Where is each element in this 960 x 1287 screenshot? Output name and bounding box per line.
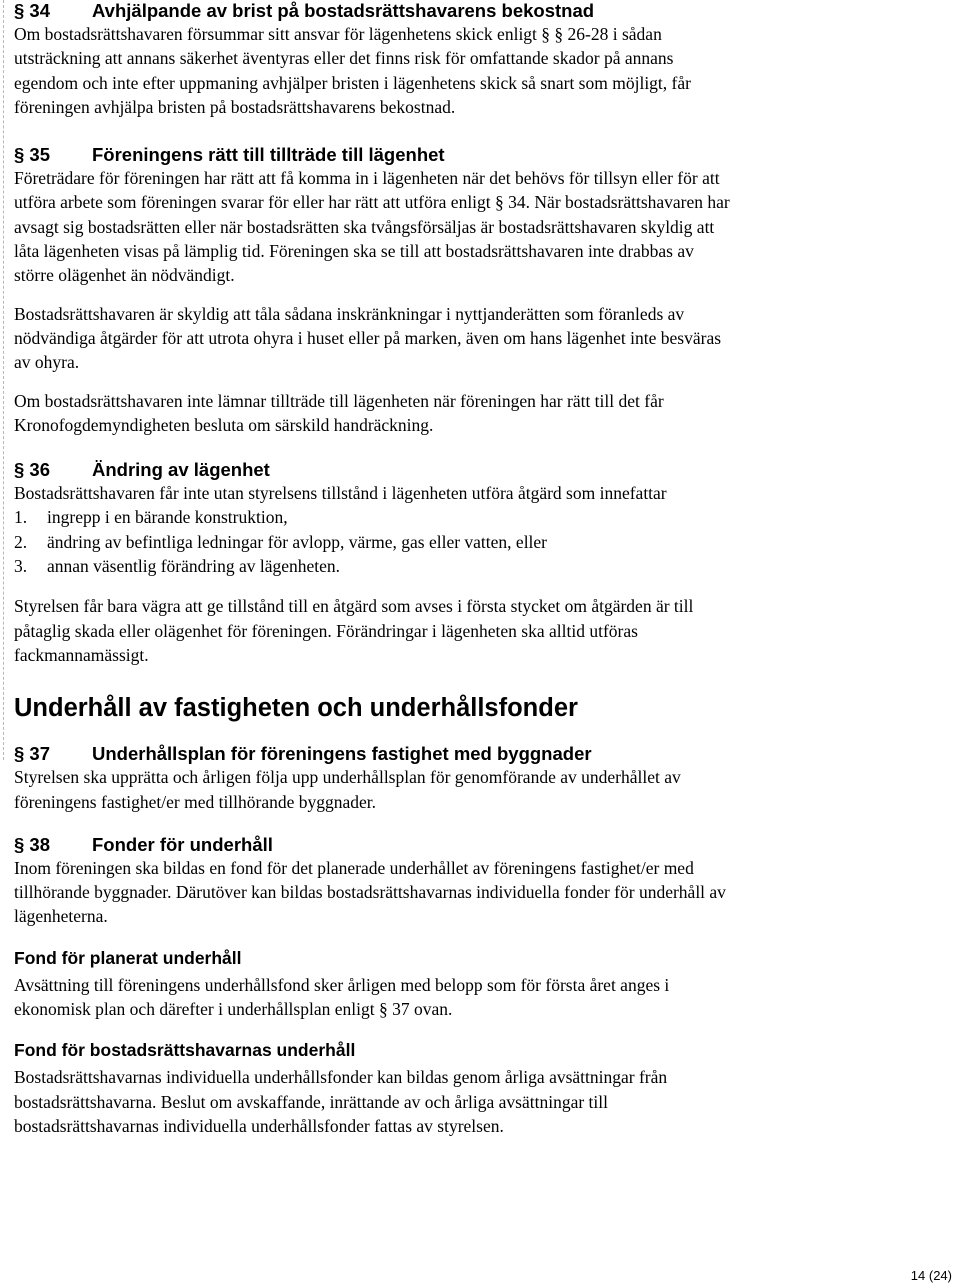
- section-34-heading: [14, 0, 734, 22]
- list-item-number: 1.: [14, 507, 28, 528]
- section-34-title: Avhjälpande av brist på bostadsrättshavarens bekostnad: [92, 0, 595, 21]
- section-38: [14, 834, 734, 1138]
- planned-maintenance-fund-paragraph: Avsättning till föreningens underhållsfond sker årligen med belopp som för första året anges i ekonomisk plan och därefter i underhållsplan enligt § 37 ovan.: [14, 974, 670, 1020]
- margin-dashed-line: [3, 0, 4, 760]
- chapter-heading: Underhåll av fastigheten och underhållsfonder: [14, 694, 578, 723]
- section-38-title: Fonder för underhåll: [92, 833, 273, 855]
- section-35: [14, 144, 734, 437]
- section-37: [14, 743, 734, 814]
- section-34: [14, 0, 734, 119]
- section-38-heading: [14, 834, 734, 856]
- section-35-paragraph-3: Om bostadsrättshavaren inte lämnar tillträde till lägenheten när föreningen har rätt till det får Kronofogdemyndigheten besluta om särskild handräckning.: [14, 390, 664, 435]
- section-38-number: § 38: [14, 833, 51, 855]
- section-36-paragraph-1: Bostadsrättshavaren får inte utan styrelsens tillstånd i lägenheten utföra åtgärd som innefattar: [14, 483, 667, 504]
- section-37-paragraph: Styrelsen ska upprätta och årligen följa upp underhållsplan för genomförande av underhållet av föreningens fastighet/er med tillhörande byggnader.: [14, 767, 681, 812]
- section-36: [14, 459, 734, 667]
- subheading-planned-maintenance-fund: Fond för planerat underhåll: [14, 947, 242, 968]
- list-item-text: ändring av befintliga ledningar för avlopp, värme, gas eller vatten, eller: [47, 531, 548, 552]
- section-34-paragraph: Om bostadsrättshavaren försummar sitt ansvar för lägenhetens skick enligt § § 26-28 i sådan utsträckning att annans säkerhet äventyras eller det finns risk för omfattande skador på annans egendom och inte efter uppmaning avhjälper bristen i lägenhetens skick så snart som möjligt, får föreningen avhjälpa bristen på bostadsrättshavarens bekostnad.: [14, 24, 691, 117]
- list-item: [14, 530, 734, 554]
- section-35-title: Föreningens rätt till tillträde till lägenhet: [92, 144, 445, 166]
- section-36-paragraph-2: Styrelsen får bara vägra att ge tillstånd till en åtgärd som avses i första stycket om åtgärden är till påtaglig skada eller olägenhet för föreningen. Förändringar i lägenheten ska alltid utföras fackmannamässigt.: [14, 596, 694, 665]
- list-item-number: 3.: [14, 556, 28, 577]
- section-36-number: § 36: [14, 459, 51, 481]
- section-37-title: Underhållsplan för föreningens fastighet med byggnader: [92, 743, 592, 765]
- list-item-number: 2.: [14, 531, 28, 552]
- list-item-text: ingrepp i en bärande konstruktion,: [47, 507, 288, 528]
- section-35-paragraph-1: Företrädare för föreningen har rätt att få komma in i lägenheten när det behövs för tillsyn eller för att utföra arbete som föreningen svarar för eller har rätt att utföra enligt § 34. När bostadsrättshavaren har avsagt sig bostadsrätten eller när bostadsrätten ska tvångsförsäljas är bostadsrättshavaren skyldig att låta lägenheten visas på lämplig tid. Föreningen ska se till att bostadsrättshavaren inte drabbas av större olägenhet än nödvändigt.: [14, 168, 730, 286]
- section-36-heading: [14, 459, 734, 481]
- section-35-paragraph-2: Bostadsrättshavaren är skyldig att tåla sådana inskränkningar i nyttjanderätten som föranleds av nödvändiga åtgärder för att utrota ohyra i huset eller på marken, även om hans lägenhet inte besväras av ohyra.: [14, 303, 722, 373]
- list-item: [14, 554, 734, 578]
- list-item-text: annan väsentlig förändring av lägenheten.: [47, 556, 341, 577]
- section-37-number: § 37: [14, 743, 51, 765]
- tenant-maintenance-fund-paragraph: Bostadsrättshavarnas individuella underhållsfonder kan bildas genom årliga avsättningar från bostadsrättshavarna. Beslut om avskaffande, inrättande av och årliga avsättningar till bostadsrättshavarnas individuella underhållsfonder fattas av styrelsen.: [14, 1067, 668, 1136]
- section-37-heading: [14, 743, 734, 765]
- subheading-tenant-maintenance-fund: Fond för bostadsrättshavarnas underhåll: [14, 1040, 356, 1061]
- section-38-paragraph: Inom föreningen ska bildas en fond för det planerade underhållet av föreningens fastighet/er med tillhörande byggnader. Därutöver kan bildas bostadsrättshavarnas individuella fonder för underhåll av lägenheterna.: [14, 857, 726, 927]
- section-36-list: [14, 505, 734, 578]
- section-36-title: Ändring av lägenhet: [92, 459, 270, 481]
- list-item: [14, 505, 734, 529]
- page-number: 14 (24): [910, 1268, 952, 1283]
- section-35-heading: [14, 144, 734, 166]
- page-content: [14, 0, 734, 1138]
- section-35-number: § 35: [14, 144, 51, 166]
- section-34-number: § 34: [14, 0, 51, 21]
